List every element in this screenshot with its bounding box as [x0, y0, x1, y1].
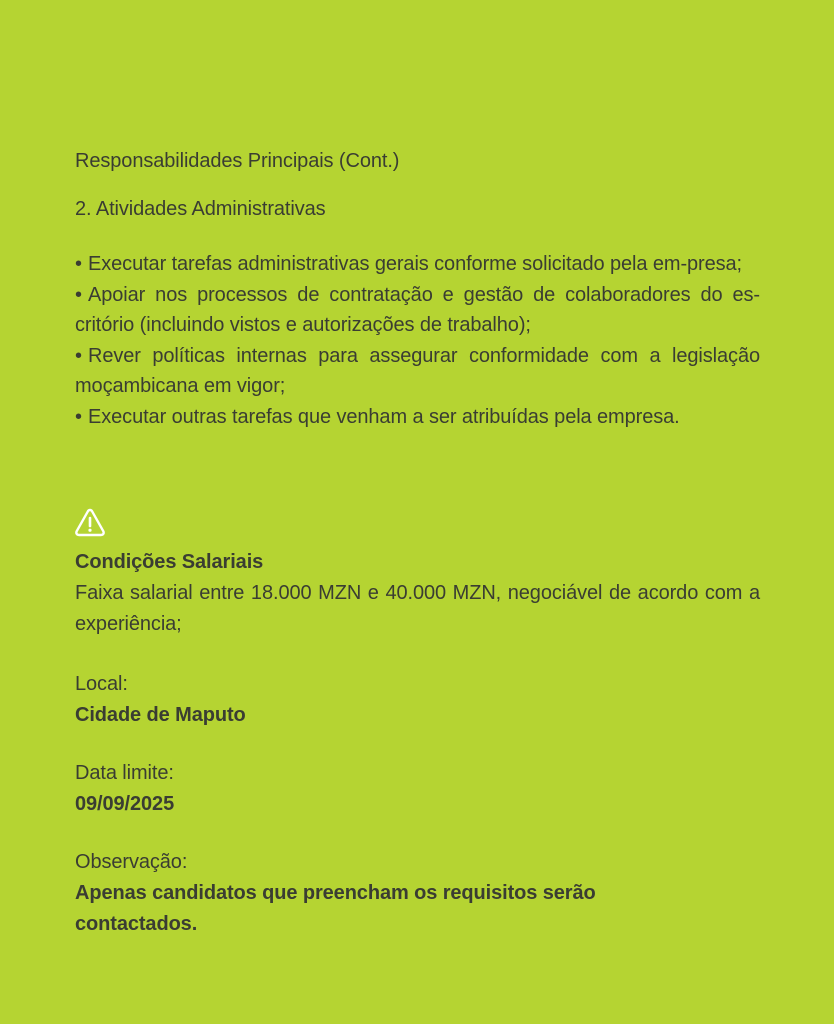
- responsibilities-list: [75, 249, 760, 432]
- bullet-icon: •: [75, 253, 82, 275]
- list-item: [75, 280, 760, 341]
- section-title: Responsabilidades Principais (Cont.): [75, 150, 400, 172]
- deadline-value: 09/09/2025: [75, 793, 175, 815]
- bullet-icon: •: [75, 283, 82, 306]
- bullet-icon: •: [75, 405, 82, 428]
- salary-title: Condições Salariais: [75, 551, 264, 573]
- warning-triangle-icon: [74, 507, 106, 537]
- location-value: Cidade de Maputo: [75, 704, 246, 726]
- observation-label: Observação:: [75, 851, 188, 873]
- list-item: [75, 402, 760, 433]
- bullet-text: Apoiar nos processos de contratação e gestão de colaboradores do es-critório (incluindo vistos e autorizações de trabalho);: [75, 283, 760, 336]
- bullet-text: Executar outras tarefas que venham a ser atribuídas pela empresa.: [88, 405, 680, 428]
- deadline-label: Data limite:: [75, 762, 174, 784]
- bullet-text: Executar tarefas administrativas gerais conforme solicitado pela em-presa;: [88, 253, 743, 275]
- location-label: Local:: [75, 673, 128, 695]
- bullet-text: Rever políticas internas para assegurar conformidade com a legislação moçambicana em vigor;: [75, 344, 760, 397]
- bullet-icon: •: [75, 344, 82, 367]
- list-item: [75, 341, 760, 402]
- salary-text: Faixa salarial entre 18.000 MZN e 40.000 MZN, negociável de acordo com a experiência;: [75, 582, 760, 635]
- observation-value: Apenas candidatos que preencham os requisitos serão contactados.: [75, 882, 596, 935]
- list-item: [75, 249, 760, 280]
- subsection-title: 2. Atividades Administrativas: [75, 198, 326, 220]
